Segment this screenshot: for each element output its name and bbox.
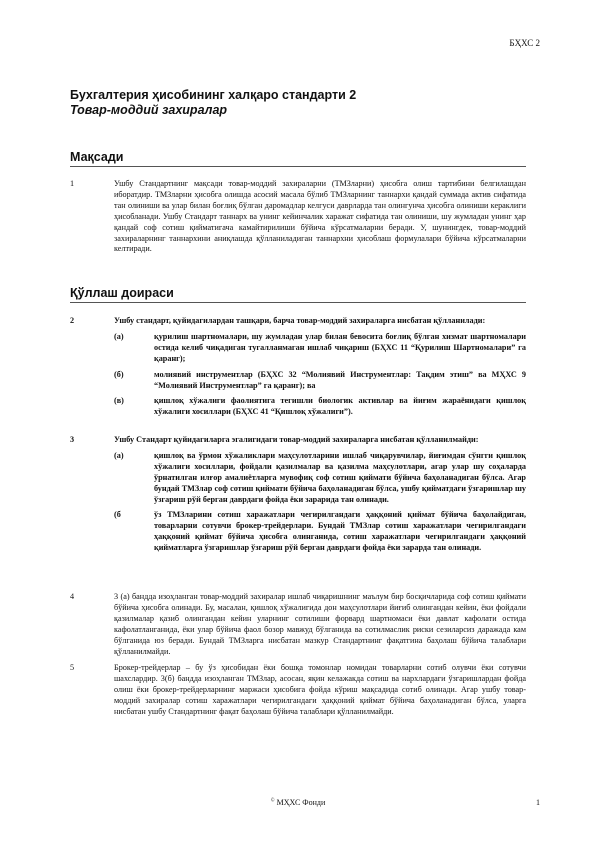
paragraph-text: 3 (а) бандда изоҳланган товар-моддий захиралар ишлаб чиқаришнинг маълум бир босқичларида соф сотиш қиймати бўйича ҳисобга олинади. Бу, масалан, қишлоқ хўжалигида дон маҳсулотлари йиғиб олингандан кейин, ёки фойдали қазилмалар қазиб олингандан кейин уларнинг сотилиши форвард шартномаси ёки давлат кафолати остида кафолатланганида, ёки улар бўйича фаол бозор мавжуд бўлганида ва сотилмаслик риски сезиларсиз даражада кам бўлганида юз беради. Бундай ТМЗларга нисбатан мазкур Стандартнинг фақатгина баҳолаш бўйича талаблари қўлланилмайди. bbox=[114, 592, 526, 656]
paragraph-text: Брокер-трейдерлар – бу ўз ҳисобидан ёки бошқа томонлар номидан товарларни сотиб олувчи ёки сотувчи шахслардир. 3(б) бандда изоҳланган ТМЗлар, асосан, яқин келажакда сотиш ва нархлардаги ўзгаришлардан фойда олиш ёки брокер-трейдерларнинг маржаси ҳисобига фойда кўриш мақсадида сотиб олинади. Агар ушбу товар-моддий захиралар сотиш харажатлари чегирилгандаги ҳаққоний қиймат бўйича баҳоланадиган бўлса, уларга нисбатан ушбу Стандартнинг фақат баҳолаш бўйича талаблари қўлланилмайди. bbox=[114, 663, 526, 716]
paragraph-number: 2 bbox=[70, 316, 75, 325]
document-title bbox=[70, 88, 530, 118]
list-item bbox=[114, 396, 526, 418]
list-item-text: ўз ТМЗларини сотиш харажатлари чегирилгандаги ҳаққоний қиймат бўйича баҳолайдиган, товарларни сотувчи брокер-трейдерлари. Бундай ТМЗлар сотиш харажатлари чегирилгандаги ҳаққоний қиймат бўйича ҳисобга олинганида, сотиш харажатлари чегирилгандаги ҳаққоний қийматларга ўзгаришлар ўзгариш рўй берган даврдаги фойда ёки зарарда тан олинади. bbox=[154, 510, 526, 553]
paragraph-intro: Ушбу стандарт, қуйидагилардан ташқари, барча товар-моддий захираларга нисбатан қўлланилади: bbox=[114, 316, 486, 325]
footer-publisher: МҲХС Фонди bbox=[276, 798, 326, 807]
paragraph-1 bbox=[70, 179, 526, 255]
list-item-label: (б bbox=[114, 510, 121, 520]
list-item-label: (в) bbox=[114, 396, 124, 406]
header-standard-code: БҲХС 2 bbox=[509, 38, 540, 48]
paragraph-3 bbox=[70, 435, 526, 554]
section-heading-scope: Қўллаш доираси bbox=[70, 286, 526, 303]
list-item bbox=[114, 451, 526, 506]
title-line-1: Бухгалтерия ҳисобининг халқаро стандарти 2 bbox=[70, 88, 357, 102]
page-number: 1 bbox=[536, 798, 540, 807]
list-item bbox=[114, 370, 526, 392]
list-item bbox=[114, 510, 526, 554]
list-item-text: қурилиш шартномалари, шу жумладан улар билан бевосита боғлиқ бўлган хизмат шартномалари остида келиб чиқадиган тугалланмаган ишлаб чиқариш (БҲХС 11 “Қурилиш Шартномалари” га қаранг); bbox=[154, 331, 526, 363]
list-item-label: (а) bbox=[114, 450, 124, 460]
list-item-label: (б) bbox=[114, 369, 124, 379]
paragraph-number: 1 bbox=[70, 179, 75, 188]
copyright-mark: © bbox=[270, 798, 275, 804]
paragraph-number: 4 bbox=[70, 592, 75, 601]
paragraph-number: 5 bbox=[70, 663, 75, 672]
footer-publisher-line bbox=[0, 798, 596, 807]
list-item-text: қишлоқ ва ўрмон хўжаликлари маҳсулотларини ишлаб чиқарувчилар, йиғимдан сўнгги қишлоқ хўжалиги хосиллари, фойдали қазилмалар ва қазилма маҳсулотлари, агар улар шу соҳаларда ўрнатилган илғор амалиётларга мувофиқ соф сотиш қиймати бўйича баҳоланадиган бўлса. Агар бундай ТМЗлар соф сотиш қиймати бўйича баҳоланадиган бўлса, ушбу қийматдаги ўзгаришлар шу ўзгариш рўй берган даврдаги фойда ёки зарарида тан олинади. bbox=[154, 450, 526, 504]
paragraph-intro: Ушбу Стандарт қуйидагиларга эгалигидаги товар-моддий захираларга нисбатан қўлланилмайди: bbox=[114, 435, 479, 444]
paragraph-5 bbox=[70, 663, 526, 718]
paragraph-4 bbox=[70, 592, 526, 657]
paragraph-text: Ушбу Стандартнинг мақсади товар-моддий захираларни (ТМЗларни) ҳисобга олиш тартибини белгилашдан иборатдир. ТМЗларни ҳисобга олишда асосий масала бўлиб ТМЗларнинг таннархи қандай суммада актив сифатида тан олиниши ва улар билан боғлиқ бўлган даромадлар келгуси даврларда тан олингунча ҳисобга олиниши кераклиги ҳисобланади. Ушбу Стандарт таннарх ва унинг кейинчалик харажат сифатида тан олиниши, шу жумладан унинг ҳар қандай соф сотиш қийматигача камайтирилиши бўйича кўрсатмаларни беради. У, шунингдек, товар-моддий захираларнинг таннархини аниқлашда қўлланиладиган таннархни ҳисоблаш формулалари бўйича кўрсатмаларни келтиради. bbox=[114, 179, 526, 254]
list-item bbox=[114, 332, 526, 365]
paragraph-number: 3 bbox=[70, 435, 75, 444]
list-item-text: қишлоқ хўжалиги фаолиятига тегишли биологик активлар ва йиғим жараёнидаги қишлоқ хўжалиги хосиллари (БҲХС 41 “Қишлоқ хўжалиги”). bbox=[154, 396, 526, 417]
title-line-2: Товар-моддий захиралар bbox=[70, 103, 228, 117]
list-item-text: молиявий инструментлар (БҲХС 32 “Молиявий Инструментлар: Тақдим этиш” ва МҲХС 9 “Молиявий Инструментлар” га қаранг); ва bbox=[154, 369, 526, 390]
section-heading-purpose: Мақсади bbox=[70, 150, 526, 167]
paragraph-2 bbox=[70, 316, 526, 418]
list-item-label: (а) bbox=[114, 331, 124, 341]
